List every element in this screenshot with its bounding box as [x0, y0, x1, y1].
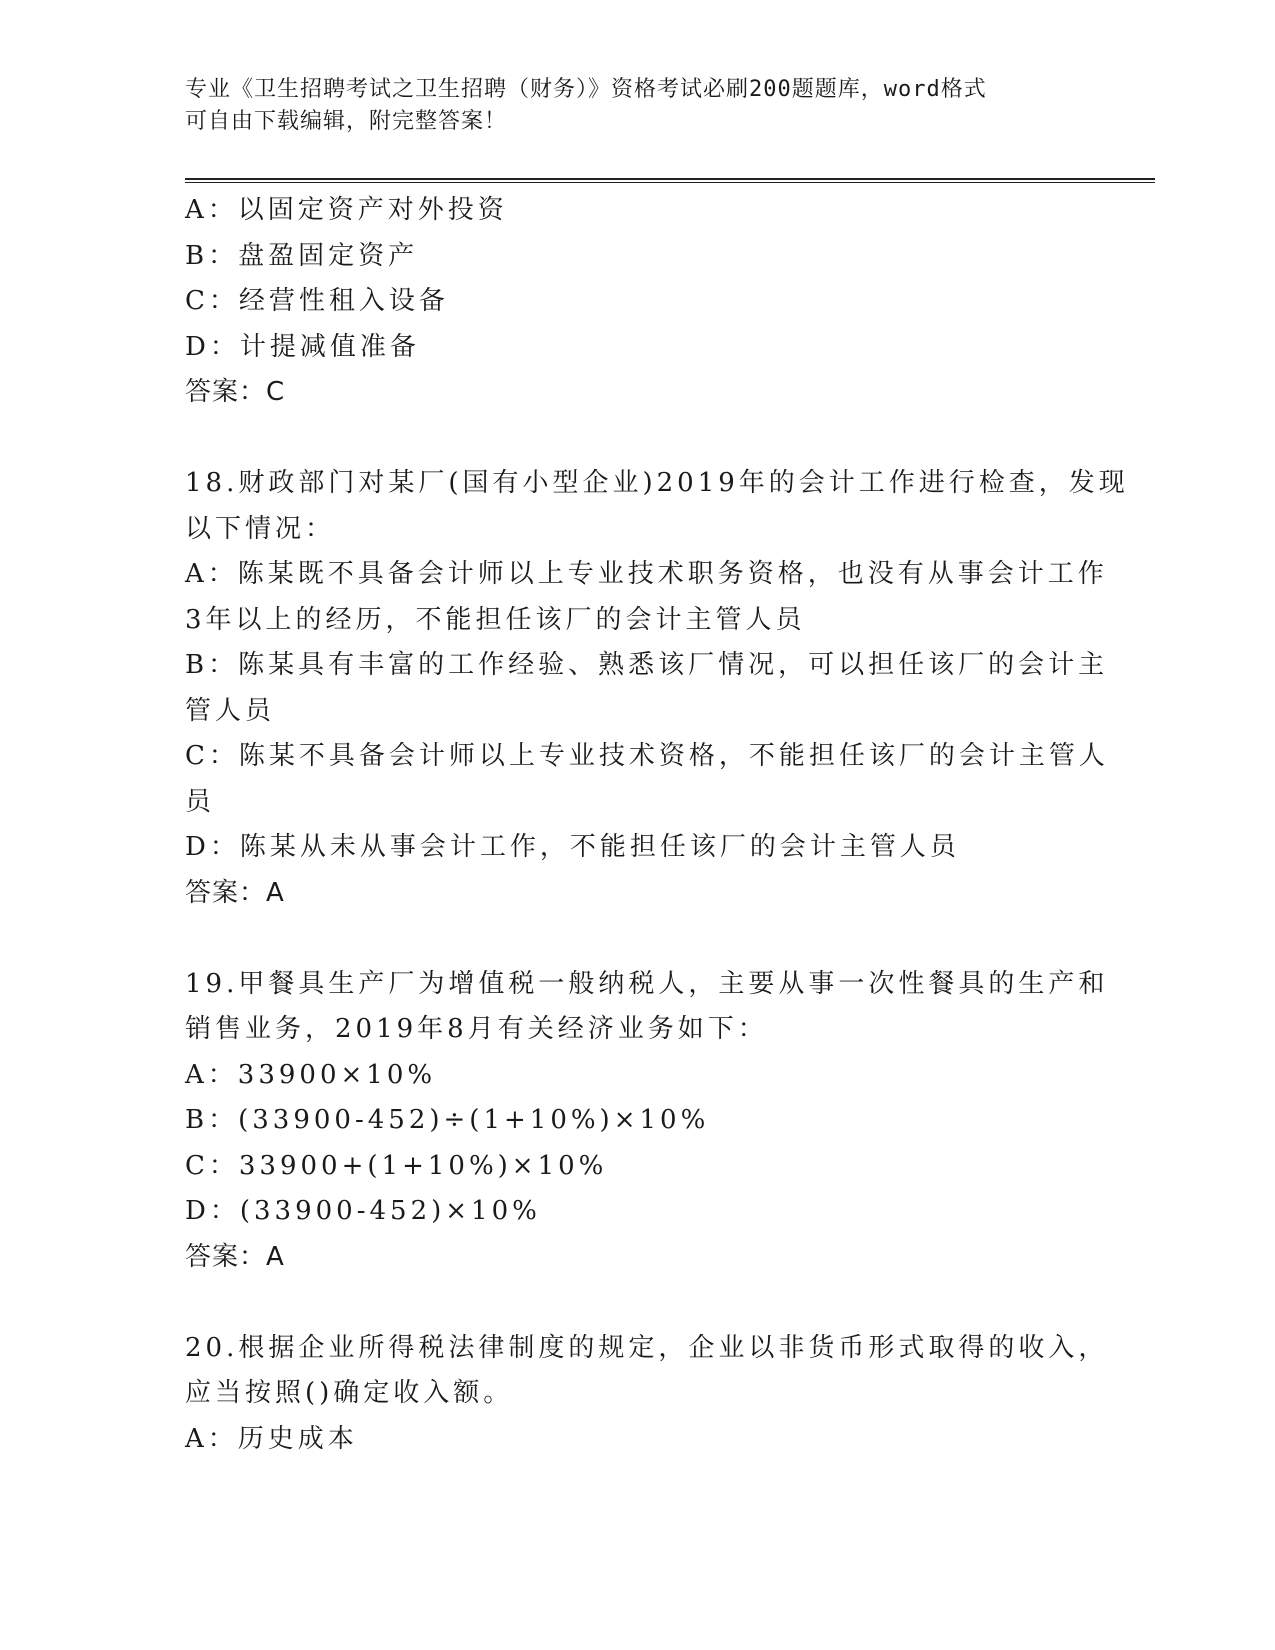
question-19 [185, 962, 1109, 1281]
q18-option-c-line-1: C：陈某不具备会计师以上专业技术资格，不能担任该厂的会计主管人 [185, 741, 1109, 771]
q20-option-a: A：历史成本 [185, 1423, 358, 1454]
page-header [185, 74, 1065, 138]
question-20 [185, 1326, 1109, 1463]
q18-option-a-line-2: 3年以上的经历，不能担任该厂的会计主管人员 [185, 604, 806, 635]
spacer [185, 416, 1085, 462]
q19-option-b: B：(33900-452)÷(1+10%)×10% [185, 1105, 710, 1135]
question-17 [185, 188, 1085, 416]
header-line-2: 可自由下载编辑，附完整答案！ [185, 109, 508, 134]
header-line-1: 专业《卫生招聘考试之卫生招聘（财务）》资格考试必刷200题题库，word格式 [185, 77, 987, 102]
q18-option-d: D：陈某从未从事会计工作，不能担任该厂的会计主管人员 [185, 832, 960, 862]
q19-stem-line-2: 销售业务，2019年8月有关经济业务如下： [185, 1014, 768, 1044]
question-18 [185, 461, 1129, 916]
q18-stem-line-1: 18.财政部门对某厂(国有小型企业)2019年的会计工作进行检查，发现 [185, 468, 1129, 498]
header-divider-thick [185, 178, 1155, 180]
q19-stem-line-1: 19.甲餐具生产厂为增值税一般纳税人，主要从事一次性餐具的生产和 [185, 968, 1109, 999]
q18-option-b-line-1: B：陈某具有丰富的工作经验、熟悉该厂情况，可以担任该厂的会计主 [185, 650, 1109, 680]
q17-answer: 答案：C [185, 377, 286, 407]
spacer [185, 1280, 1085, 1326]
q19-option-a: A：33900×10% [185, 1059, 437, 1090]
q17-option-a: A：以固定资产对外投资 [185, 195, 508, 225]
q20-stem-line-1: 20.根据企业所得税法律制度的规定，企业以非货币形式取得的收入， [185, 1332, 1109, 1363]
q19-option-d: D：(33900-452)×10% [185, 1196, 541, 1226]
q18-option-c-line-2: 员 [185, 786, 216, 817]
q18-option-a-line-1: A：陈某既不具备会计师以上专业技术职务资格，也没有从事会计工作 [185, 559, 1108, 589]
header-divider-thin [185, 182, 1155, 183]
q17-option-d: D：计提减值准备 [185, 331, 420, 362]
q19-option-c: C：33900+(1+10%)×10% [185, 1150, 608, 1181]
question-content [185, 188, 1129, 1462]
q18-stem-line-2: 以下情况： [185, 513, 336, 544]
q17-option-c: C：经营性租入设备 [185, 286, 449, 316]
q19-answer: 答案：A [185, 1241, 285, 1272]
q18-option-b-line-2: 管人员 [185, 695, 276, 726]
q20-stem-line-2: 应当按照()确定收入额。 [185, 1378, 514, 1408]
q17-option-b: B：盘盈固定资产 [185, 240, 419, 271]
q18-answer: 答案：A [185, 877, 285, 908]
spacer [185, 916, 1085, 962]
